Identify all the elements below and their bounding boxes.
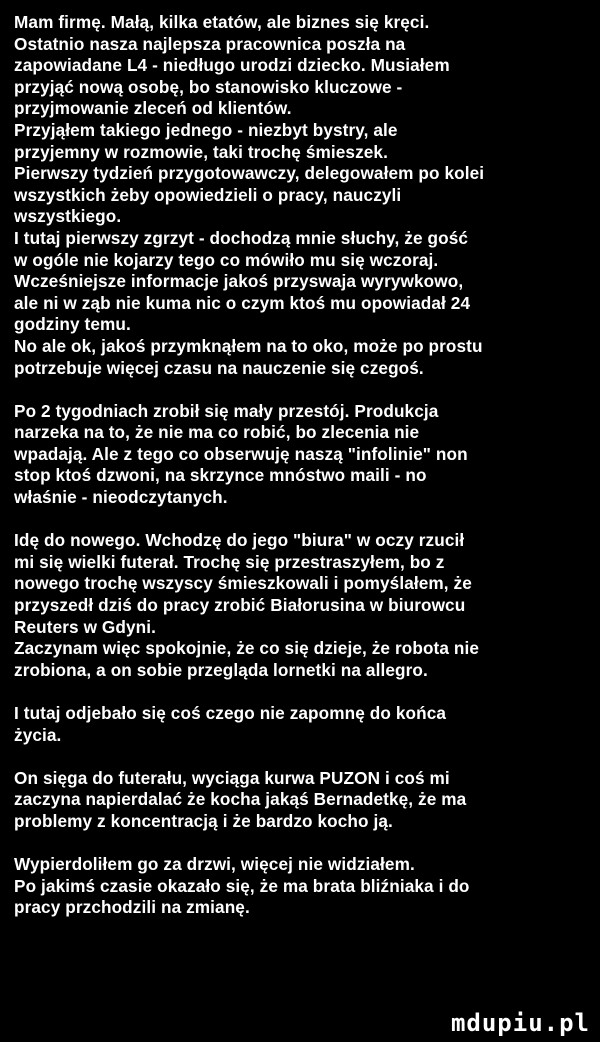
story-line: zrobiona, a on sobie przegląda lornetki na allegro. bbox=[14, 659, 428, 680]
story-paragraph bbox=[14, 530, 592, 681]
story-line: mi się wielki futerał. Trochę się przestraszyłem, bo z bbox=[14, 551, 445, 572]
story-paragraph bbox=[14, 703, 592, 746]
story-line: potrzebuje więcej czasu na nauczenie się czegoś. bbox=[14, 357, 424, 378]
story-paragraph bbox=[14, 854, 592, 919]
story-line: Pierwszy tydzień przygotowawczy, delegowałem po kolei bbox=[14, 163, 485, 184]
story-line: Zaczynam więc spokojnie, że co się dzieje, że robota nie bbox=[14, 638, 480, 659]
story-line: I tutaj pierwszy zgrzyt - dochodzą mnie słuchy, że gość bbox=[14, 227, 469, 248]
story-line: przyjmowanie zleceń od klientów. bbox=[14, 98, 292, 119]
story-line: Reuters w Gdyni. bbox=[14, 616, 156, 637]
story-line: Wypierdoliłem go za drzwi, więcej nie widziałem. bbox=[14, 854, 415, 875]
story-paragraph bbox=[14, 401, 592, 509]
story-paragraph bbox=[14, 12, 592, 379]
story-line: godziny temu. bbox=[14, 314, 131, 335]
site-watermark: mdupiu.pl bbox=[450, 1009, 590, 1037]
story-line: No ale ok, jakoś przymknąłem na to oko, może po prostu bbox=[14, 335, 483, 356]
story-line: nowego trochę wszyscy śmieszkowali i pomyślałem, że bbox=[14, 573, 472, 594]
story-line: stop ktoś dzwoni, na skrzynce mnóstwo maili - no bbox=[14, 465, 427, 486]
story-line: właśnie - nieodczytanych. bbox=[14, 487, 228, 508]
story-line: Wcześniejsze informacje jakoś przyswaja wyrywkowo, bbox=[14, 271, 464, 292]
story-line: ale ni w ząb nie kuma nic o czym ktoś mu opowiadał 24 bbox=[14, 292, 471, 313]
story-line: Ostatnio nasza najlepsza pracownica poszła na bbox=[14, 33, 406, 54]
story-line: wszystkich żeby opowiedzieli o pracy, nauczyli bbox=[14, 184, 402, 205]
story-line: pracy przchodzili na zmianę. bbox=[14, 897, 250, 918]
story-line: wszystkiego. bbox=[14, 206, 122, 227]
story-line: Po jakimś czasie okazało się, że ma brata bliźniaka i do bbox=[14, 875, 470, 896]
story-line: życia. bbox=[14, 724, 62, 745]
story-line: zapowiadane L4 - niedługo urodzi dziecko. Musiałem bbox=[14, 55, 450, 76]
story-line: Mam firmę. Małą, kilka etatów, ale biznes się kręci. bbox=[14, 12, 430, 32]
story-line: wpadają. Ale z tego co obserwuję naszą "infolinie" non bbox=[14, 443, 468, 464]
story-line: Przyjąłem takiego jednego - niezbyt bystry, ale bbox=[14, 119, 398, 140]
story-line: problemy z koncentracją i że bardzo kocho ją. bbox=[14, 810, 393, 831]
story-line: narzeka na to, że nie ma co robić, bo zlecenia nie bbox=[14, 422, 420, 443]
story-paragraph bbox=[14, 768, 592, 833]
story-line: w ogóle nie kojarzy tego co mówiło mu się wczoraj. bbox=[14, 249, 439, 270]
story-line: Idę do nowego. Wchodzę do jego "biura" w oczy rzucił bbox=[14, 530, 465, 551]
story-line: On sięga do futerału, wyciąga kurwa PUZON i coś mi bbox=[14, 767, 450, 788]
story-line: przyjąć nową osobę, bo stanowisko kluczowe - bbox=[14, 76, 403, 97]
story-line: zaczyna napierdalać że kocha jakąś Bernadetkę, że ma bbox=[14, 789, 467, 810]
story-line: przyjemny w rozmowie, taki trochę śmieszek. bbox=[14, 141, 388, 162]
story-text bbox=[14, 12, 592, 919]
story-line: I tutaj odjebało się coś czego nie zapomnę do końca bbox=[14, 703, 447, 723]
story-line: Po 2 tygodniach zrobił się mały przestój. Produkcja bbox=[14, 400, 439, 421]
story-line: przyszedł dziś do pracy zrobić Białorusina w biurowcu bbox=[14, 595, 466, 616]
